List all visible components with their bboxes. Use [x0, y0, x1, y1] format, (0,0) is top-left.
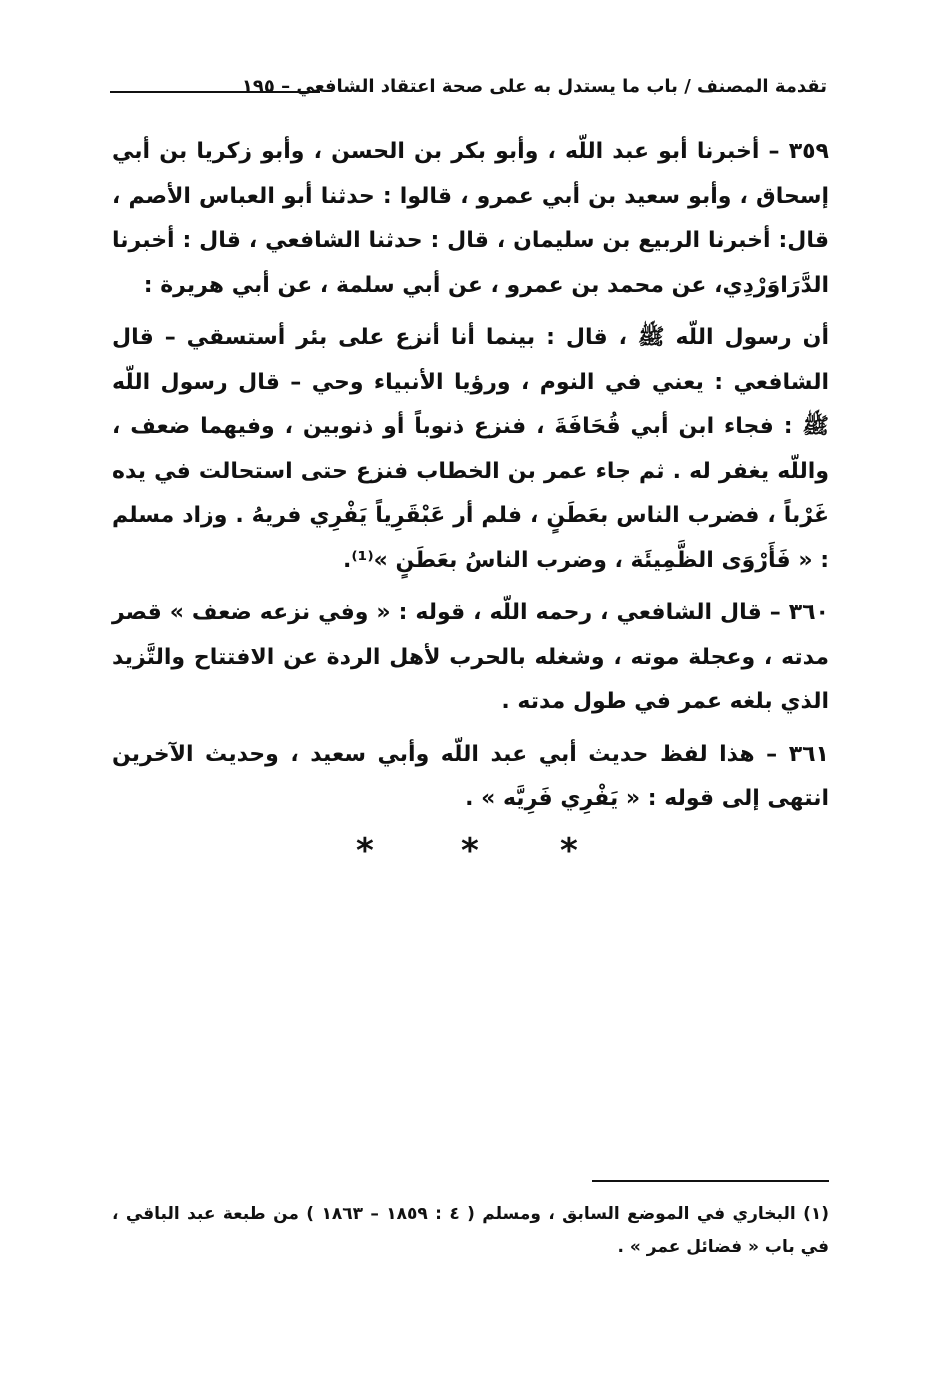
paragraph-359: ٣٥٩ – أخبرنا أبو عبد اللّه ، وأبو بكر بن الحسن ، وأبو زكريا بن أبي إسحاق ، وأبو سعيد بن أبي عمرو ، قالوا : حدثنا أبو العباس الأصم ، قال: أخبرنا الربيع بن سليمان ، قال : حدثنا الشافعي ، قال : أخبرنا الدَّرَاوَرْدِي، عن محمد بن عمرو ، عن أبي سلمة ، عن أبي هريرة :	[112, 139, 829, 298]
paragraph-360: ٣٦٠ – قال الشافعي ، رحمه اللّه ، قوله : « وفي نزعه ضعف » قصر مدته ، وعجلة موته ، وشغله بالحرب لأهل الردة عن الافتتاح والتَّزيد الذي بلغه عمر في طول مدته .	[112, 600, 829, 714]
asterisk-ornament: *	[356, 831, 374, 871]
footnotes	[112, 1198, 829, 1264]
section-break	[0, 826, 939, 876]
asterisk-ornament: *	[560, 831, 578, 871]
paragraph-361: ٣٦١ – هذا لفظ حديث أبي عبد اللّه وأبي سعيد ، وحديث الآخرين انتهى إلى قوله : « يَفْرِي فَرِيَّه » .	[112, 741, 829, 811]
footnote-rule	[592, 1180, 829, 1182]
asterisk-ornament: *	[461, 831, 479, 871]
header-rule	[110, 91, 320, 93]
footnote-1: (١) البخاري في الموضع السابق ، ومسلم ( ٤ : ١٨٥٩ – ١٨٦٣ ) من طبعة عبد الباقي ، في باب « فضائل عمر » .	[112, 1204, 830, 1257]
running-header	[110, 66, 827, 110]
running-title: تقدمة المصنف / باب ما يستدل به على صحة اعتقاد الشافعي – ١٩٥	[241, 76, 827, 97]
main-text	[112, 130, 829, 830]
paragraph-hadith: أن رسول اللّه ﷺ ، قال : بينما أنا أنزع على بئر أستسقي – قال الشافعي : يعني في النوم ، ورؤيا الأنبياء وحي – قال رسول اللّه ﷺ : فجاء ابن أبي قُحَافَةَ ، فنزع ذنوباً أو ذنوبين ، وفيهما ضعف ، واللّه يغفر له . ثم جاء عمر بن الخطاب فنزع حتى استحالت في يده غَرْباً ، فضرب الناس بعَطَنٍ ، فلم أر عَبْقَرِياً يَفْرِي فريهُ . وزاد مسلم : « فَأَرْوَى الظَّمِيئَة ، وضرب الناسُ بعَطَنٍ »⁽¹⁾.	[112, 325, 829, 573]
